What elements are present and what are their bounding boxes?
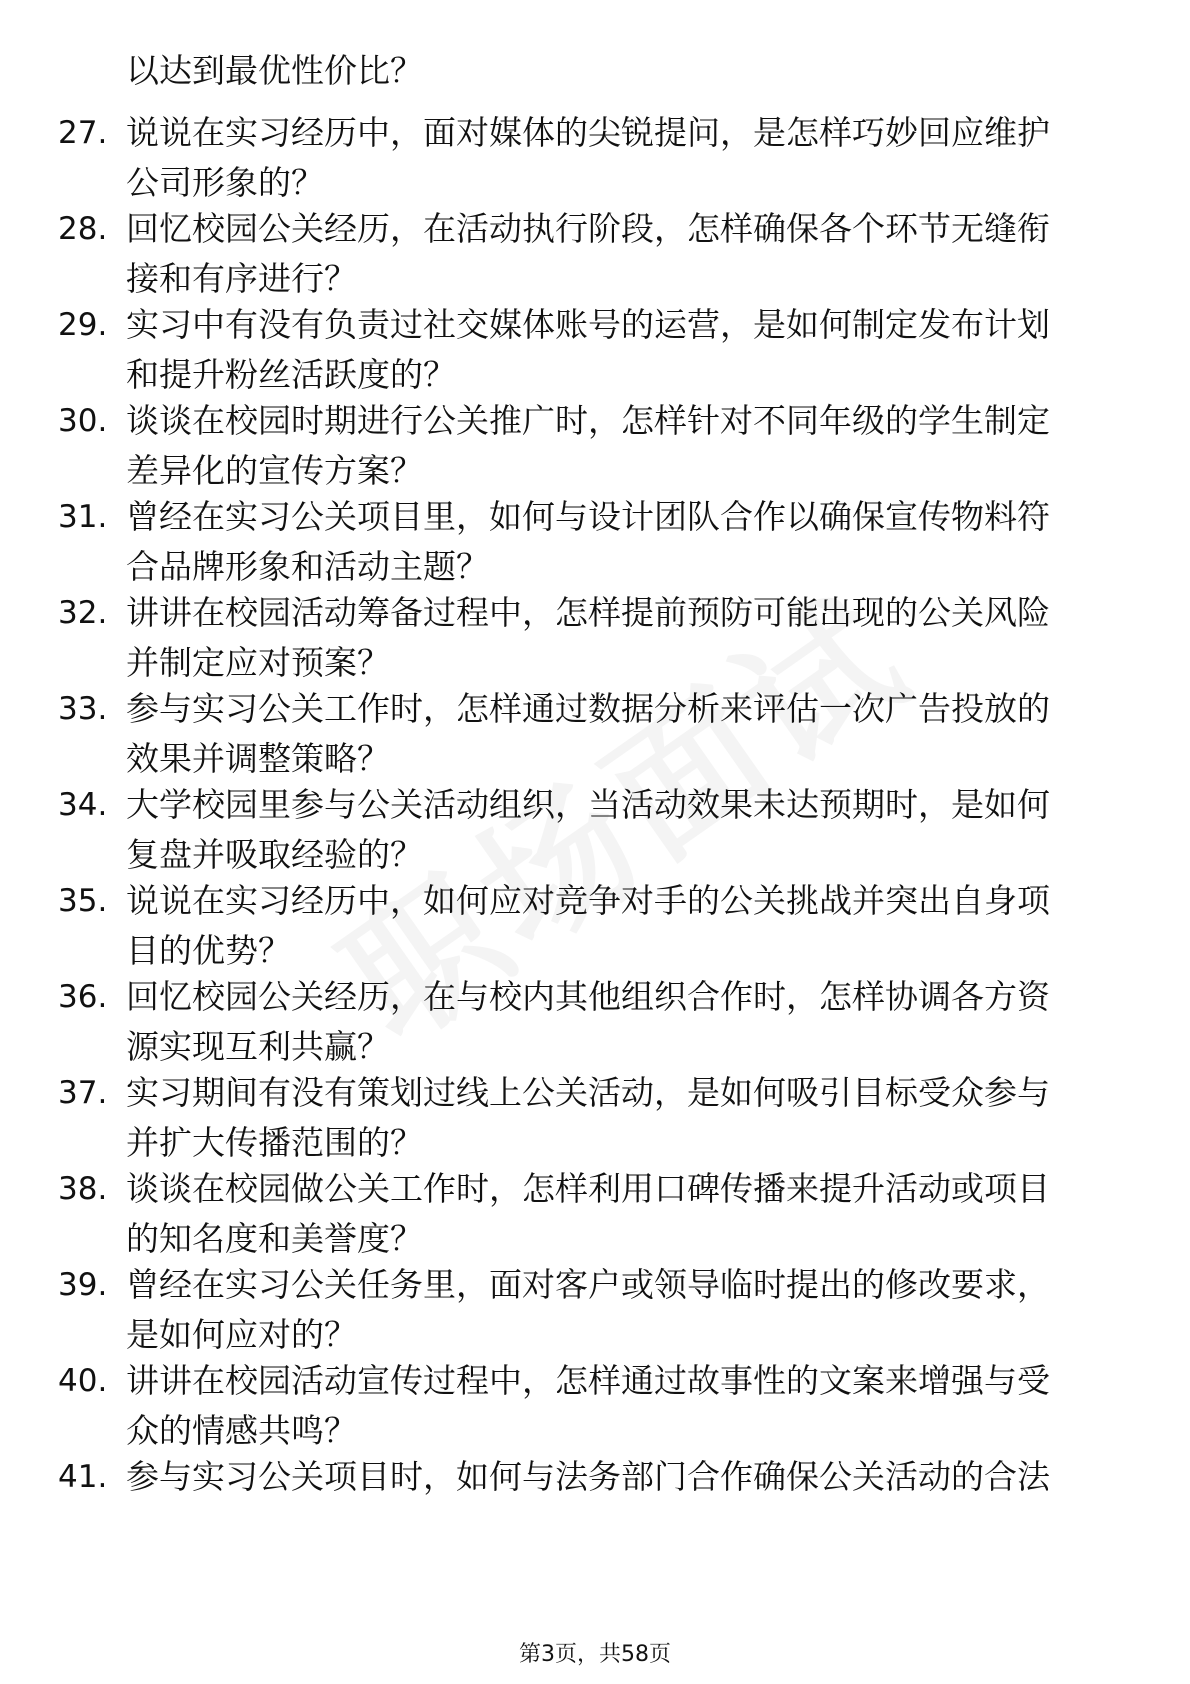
item-text-line: 的知名度和美誉度？ xyxy=(126,1219,423,1258)
item-text xyxy=(126,972,1126,1072)
item-number: 35. xyxy=(58,883,108,919)
item-text-line: 参与实习公关项目时，如何与法务部门合作确保公关活动的合法 xyxy=(126,1457,1050,1496)
list-item xyxy=(0,1260,1190,1360)
item-text-line: 讲讲在校园活动筹备过程中，怎样提前预防可能出现的公关风险 xyxy=(126,593,1050,632)
item-text-line: 源实现互利共赢？ xyxy=(126,1027,390,1066)
item-number: 37. xyxy=(58,1075,108,1111)
item-text xyxy=(126,588,1126,688)
list-item xyxy=(0,972,1190,1072)
item-text-line: 谈谈在校园做公关工作时，怎样利用口碑传播来提升活动或项目 xyxy=(126,1169,1050,1208)
list-item xyxy=(0,108,1190,208)
item-text-line: 讲讲在校园活动宣传过程中，怎样通过故事性的文案来增强与受 xyxy=(126,1361,1050,1400)
list-item xyxy=(0,1164,1190,1264)
item-text-line: 说说在实习经历中，如何应对竞争对手的公关挑战并突出自身项 xyxy=(126,881,1050,920)
item-number: 33. xyxy=(58,691,108,727)
list-item xyxy=(0,396,1190,496)
list-item xyxy=(0,1356,1190,1456)
item-text xyxy=(126,876,1126,976)
item-text-line: 大学校园里参与公关活动组织，当活动效果未达预期时，是如何 xyxy=(126,785,1050,824)
item-text-line: 合品牌形象和活动主题？ xyxy=(126,547,489,586)
item-number: 34. xyxy=(58,787,108,823)
item-text xyxy=(126,396,1126,496)
item-text xyxy=(126,1356,1126,1456)
item-text-line: 接和有序进行？ xyxy=(126,259,357,298)
item-text-line: 曾经在实习公关项目里，如何与设计团队合作以确保宣传物料符 xyxy=(126,497,1050,536)
page-footer: 第3页，共58页 xyxy=(519,1642,671,1667)
item-number: 30. xyxy=(58,403,108,439)
list-item xyxy=(0,300,1190,400)
item-text-line: 众的情感共鸣？ xyxy=(126,1411,357,1450)
item-text-line: 和提升粉丝活跃度的？ xyxy=(126,355,456,394)
item-text-line: 并扩大传播范围的？ xyxy=(126,1123,423,1162)
item-text-line: 谈谈在校园时期进行公关推广时，怎样针对不同年级的学生制定 xyxy=(126,401,1050,440)
item-text-line: 复盘并吸取经验的？ xyxy=(126,835,423,874)
item-text xyxy=(126,780,1126,880)
item-number: 28. xyxy=(58,211,108,247)
item-text xyxy=(126,204,1126,304)
item-text-line: 回忆校园公关经历，在与校内其他组织合作时，怎样协调各方资 xyxy=(126,977,1050,1016)
item-text xyxy=(126,1260,1126,1360)
item-text-line: 公司形象的？ xyxy=(126,163,324,202)
item-text xyxy=(126,300,1126,400)
item-text-line: 差异化的宣传方案？ xyxy=(126,451,423,490)
item-text xyxy=(126,1164,1126,1264)
item-text xyxy=(126,108,1126,208)
list-item xyxy=(0,588,1190,688)
list-item xyxy=(0,1452,1190,1552)
item-text-line: 效果并调整策略？ xyxy=(126,739,390,778)
item-text-line: 参与实习公关工作时，怎样通过数据分析来评估一次广告投放的 xyxy=(126,689,1050,728)
item-number: 40. xyxy=(58,1363,108,1399)
item-text-line: 并制定应对预案？ xyxy=(126,643,390,682)
item-number: 36. xyxy=(58,979,108,1015)
list-item xyxy=(0,492,1190,592)
item-text-line: 说说在实习经历中，面对媒体的尖锐提问，是怎样巧妙回应维护 xyxy=(126,113,1050,152)
item-number: 38. xyxy=(58,1171,108,1207)
item-number: 32. xyxy=(58,595,108,631)
list-item xyxy=(0,1068,1190,1168)
item-number: 29. xyxy=(58,307,108,343)
list-item xyxy=(0,204,1190,304)
item-number: 39. xyxy=(58,1267,108,1303)
item-text xyxy=(126,684,1126,784)
item-number: 27. xyxy=(58,115,108,151)
continuation-line: 以达到最优性价比？ xyxy=(126,51,423,90)
item-text-line: 曾经在实习公关任务里，面对客户或领导临时提出的修改要求， xyxy=(126,1265,1050,1304)
item-text xyxy=(126,492,1126,592)
list-item xyxy=(0,780,1190,880)
item-number: 41. xyxy=(58,1459,108,1495)
item-text xyxy=(126,1068,1126,1168)
item-number: 31. xyxy=(58,499,108,535)
item-text-line: 实习中有没有负责过社交媒体账号的运营，是如何制定发布计划 xyxy=(126,305,1050,344)
list-item xyxy=(0,876,1190,976)
item-text-line: 实习期间有没有策划过线上公关活动，是如何吸引目标受众参与 xyxy=(126,1073,1050,1112)
item-text-line: 回忆校园公关经历，在活动执行阶段，怎样确保各个环节无缝衔 xyxy=(126,209,1050,248)
item-text-line: 是如何应对的？ xyxy=(126,1315,357,1354)
list-item xyxy=(0,684,1190,784)
item-text xyxy=(126,1452,1126,1502)
item-text-line: 目的优势？ xyxy=(126,931,291,970)
